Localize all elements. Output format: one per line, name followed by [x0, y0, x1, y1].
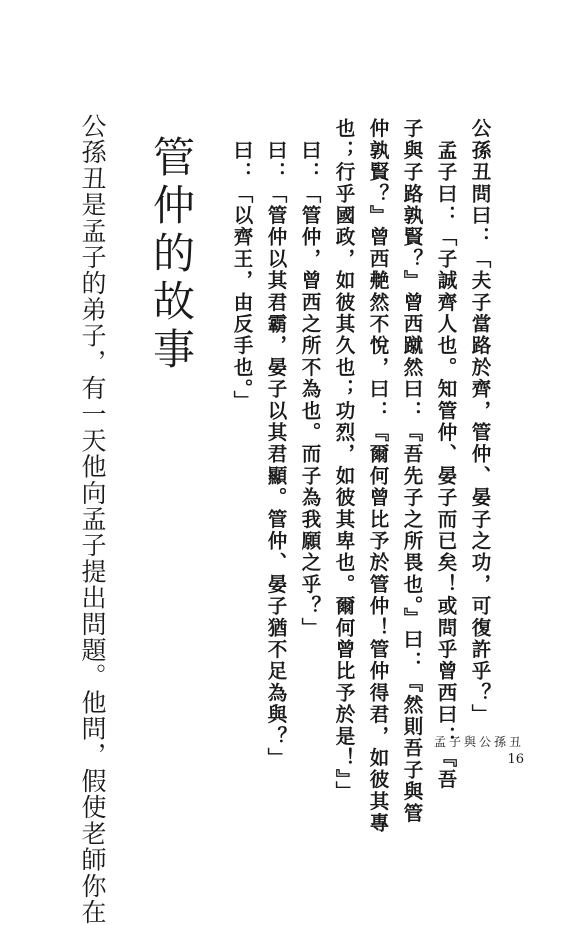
classical-text-column-1: 公孫丑問曰：「夫子當路於齊，管仲、晏子之功，可復許乎？」 — [468, 118, 492, 726]
classical-text-column-2: 孟子曰：「子誠齊人也。知管仲、晏子而已矣！或問乎曾西曰：『吾 — [434, 118, 458, 791]
page-number: 16 — [507, 752, 524, 767]
section-title: 管仲的故事 — [147, 135, 196, 375]
classical-text-column-7: 曰：「管仲以其君霸，晏子以其君顯。管仲、晏子猶不足為與？」 — [264, 118, 288, 769]
running-footer-title: 孟子與公孫丑 — [433, 735, 524, 749]
classical-text-column-5: 也；行乎國政，如彼其久也；功烈，如彼其卑也。爾何曾比予於是！』」 — [332, 118, 356, 803]
commentary-text: 公孫丑是孟子的弟子，有一天他向孟子提出問題。他問，假使老師你在 — [78, 113, 107, 925]
classical-text-column-3: 子與子路孰賢？』曾西蹴然曰：『吾先子之所畏也。』曰：『然則吾子與管 — [400, 118, 424, 825]
classical-text-column-6: 曰：「管仲，曾西之所不為也。而子為我願之乎？」 — [298, 118, 322, 639]
classical-text-column-4: 仲孰賢？』曾西艴然不悅，曰：『爾何曾比予於管仲！管仲得君，如彼其專 — [366, 118, 390, 835]
classical-text-column-8: 曰：「以齊王，由反手也。」 — [230, 118, 254, 413]
